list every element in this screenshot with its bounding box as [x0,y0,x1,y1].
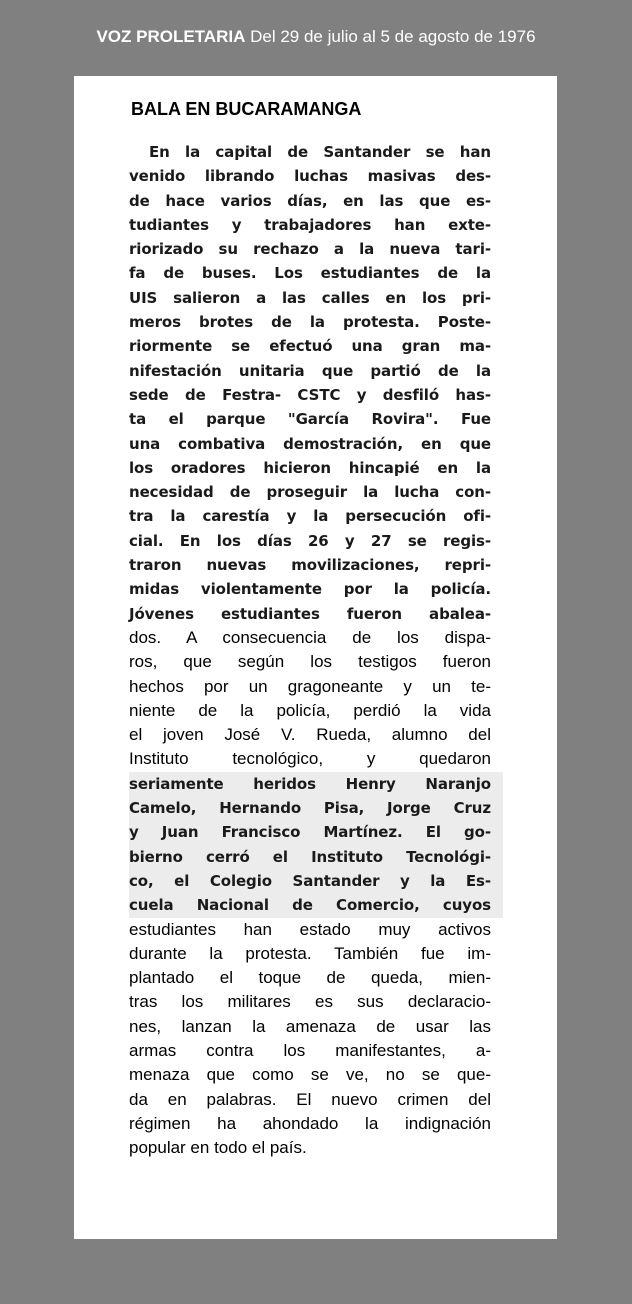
article-line: riorizado su rechazo a la nueva tari- [129,240,491,259]
article-line: En la capital de Santander se han [149,143,491,161]
article-line: sede de Festra- CSTC y desfiló has- [129,385,491,404]
article-line: de hace varios días, en las que es- [129,191,491,210]
article-line: seriamente heridos Henry Naranjo [129,772,503,796]
article-line: Jóvenes estudiantes fueron abalea- [129,604,491,623]
article-line: durante la protesta. También fue im- [129,943,491,963]
article-headline: BALA EN BUCARAMANGA [131,99,362,119]
article-line: co, el Colegio Santander y la Es- [129,869,503,893]
article-line: cuela Nacional de Comercio, cuyos [129,893,503,917]
article-line: ta el parque "García Rovira". Fue [129,410,491,429]
article-line: régimen ha ahondado la indignación [129,1113,491,1133]
article-line: el joven José V. Rueda, alumno del [129,725,491,745]
article-line: una combativa demostración, en que [129,434,491,453]
article-line: venido librando luchas masivas des- [129,167,491,186]
article-line: Camelo, Hernando Pisa, Jorge Cruz [129,796,503,820]
article-line: nifestación unitaria que partió de la [129,361,491,380]
article-line: bierno cerró el Instituto Tecnológi- [129,845,503,869]
article-clipping [74,76,557,1239]
article-line: traron nuevas movilizaciones, repri- [129,556,491,575]
article-line: armas contra los manifestantes, a- [129,1040,491,1060]
article-line: da en palabras. El nuevo crimen del [129,1089,491,1109]
article-line: tudiantes y trabajadores han exte- [129,215,491,234]
article-line: Instituto tecnológico, y quedaron [129,749,491,769]
article-line: popular en todo el país. [129,1138,307,1158]
article-line: los oradores hicieron hincapié en la [129,458,491,477]
newspaper-name: VOZ PROLETARIA [96,27,246,46]
article-line: midas violentamente por la policía. [129,580,491,599]
masthead [0,26,632,48]
article-line: cial. En los días 26 y 27 se regis- [129,531,491,550]
article-line: meros brotes de la protesta. Poste- [129,313,491,332]
article-line: plantado el toque de queda, mien- [129,968,491,988]
article-line: tras los militares es sus declaracio- [129,992,491,1012]
article-line: necesidad de proseguir la lucha con- [129,483,491,502]
article-line: dos. A consecuencia de los dispa- [129,627,491,647]
article-line: y Juan Francisco Martínez. El go- [129,820,503,844]
article-line: niente de la policía, perdió la vida [129,700,491,720]
article-line: ros, que según los testigos fueron [129,652,491,672]
article-line: menaza que como se ve, no se que- [129,1065,491,1085]
article-line: fa de buses. Los estudiantes de la [129,264,491,283]
article-body [129,140,491,1160]
article-line: estudiantes han estado muy activos [129,919,491,939]
article-line: riormente se efectuó una gran ma- [129,337,491,356]
article-line: hechos por un gragoneante y un te- [129,676,491,696]
article-line: nes, lanzan la amenaza de usar las [129,1016,491,1036]
article-line: UIS salieron a las calles en los pri- [129,288,491,307]
issue-date: Del 29 de julio al 5 de agosto de 1976 [250,27,536,46]
article-line: tra la carestía y la persecución ofi- [129,507,491,526]
